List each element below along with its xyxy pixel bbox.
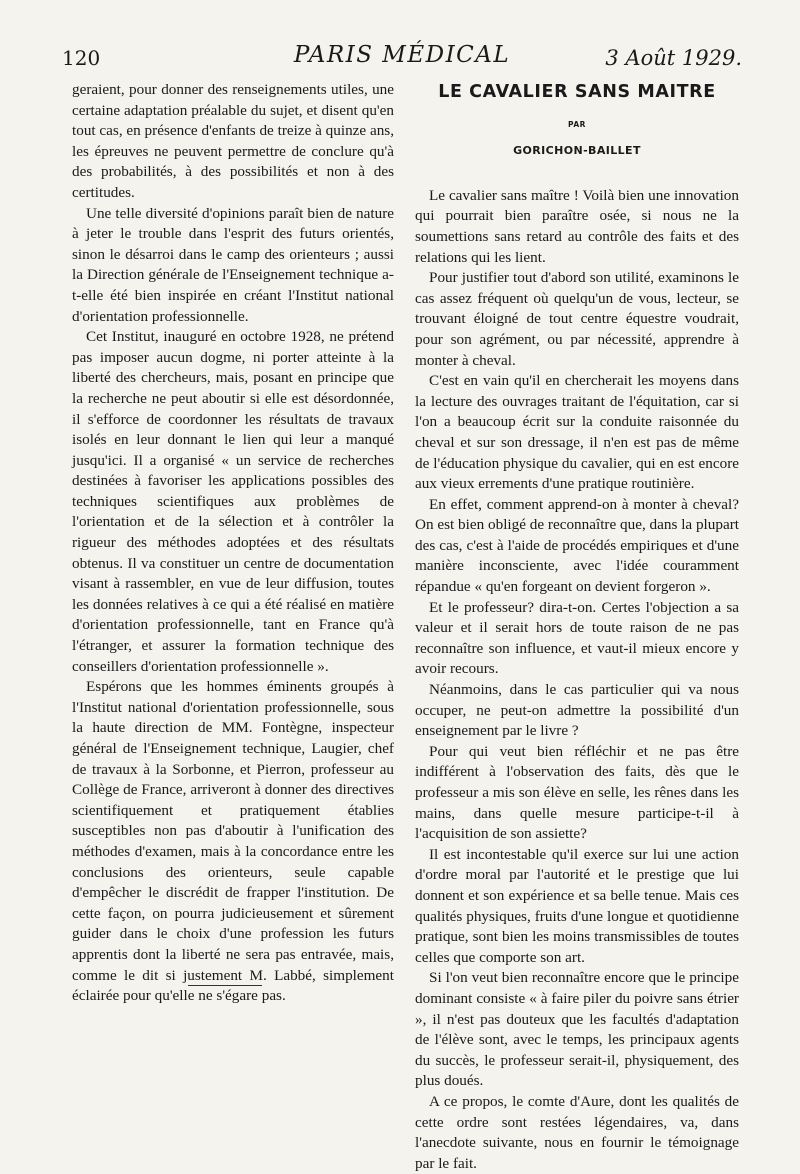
paragraph: Il est incontestable qu'il exerce sur lui une action d'ordre moral par l'autorité et le prestige que lui donnent et son expérience et sa belle tenue. Mais ces qualités physiques, fruits d'une longue et quotidienne pratique, sont bien les moins transmissibles de toutes celles que comporte son art. [415, 845, 739, 966]
page-number: 120 [62, 46, 101, 70]
section-end-rule [188, 985, 262, 986]
paragraph: Néanmoins, dans le cas particulier qui va nous occuper, ne peut-on admettre la possibilité d'un enseignement par le livre ? [415, 681, 739, 740]
paragraph: Pour qui veut bien réfléchir et ne pas être indifférent à l'observation des faits, dès que le professeur a mis son élève en selle, les rênes dans les mains, dans quelle mesure participe-t-il à l'acquisition de son assiette? [415, 742, 739, 843]
paragraph: Si l'on veut bien reconnaître encore que le principe dominant consiste « à faire piler du poivre sans étrier », il n'est pas douteux que les facultés d'adaptation de l'élève sont, avec le temps, les principaux agents du succès, le professeur serait-il, physiquement, des plus doués. [415, 969, 739, 1090]
running-header [62, 42, 742, 76]
paragraph: Une telle diversité d'opinions paraît bien de nature à jeter le trouble dans l'esprit des futurs orientés, sinon le désarroi dans le camp des orienteurs ; aussi la Direction générale de l'Enseignement technique a-t-elle été bien inspirée en créant l'Institut national d'orientation professionnelle. [72, 204, 394, 325]
paragraph: C'est en vain qu'il en chercherait les moyens dans la lecture des ouvrages traitant de l'équitation, car si l'on a beaucoup écrit sur la conduite raisonnée du cheval et sur son dressage, il n'en est pas de même de l'éducation physique du cavalier, qui en est encore aux vieux errements d'une pratique routinière. [415, 372, 739, 493]
article-title: LE CAVALIER SANS MAITRE [438, 82, 716, 102]
paragraph: Et le professeur? dira-t-on. Certes l'objection a sa valeur et il serait hors de toute raison de ne pas reconnaître son influence, et vaut-il mieux encore y avoir recours. [415, 598, 739, 678]
right-column [415, 82, 739, 1174]
left-column [72, 80, 394, 1007]
article-author: GORICHON-BAILLET [513, 144, 641, 158]
byline-par: PAR [568, 119, 586, 129]
paragraph: A ce propos, le comte d'Aure, dont les qualités de cette ordre sont restées légendaires, va, dans l'anecdote suivante, nous en fournir le témoignage par le fait. [415, 1092, 739, 1172]
issue-date: 3 Août 1929. [605, 46, 742, 70]
paragraph: Espérons que les hommes éminents groupés à l'Institut national d'orientation professionnelle, sous la haute direction de MM. Fontègne, inspecteur général de l'Enseignement technique, Laugier, chef de travaux à la Sorbonne, et Pierron, professeur au Collège de France, arriveront à donner des directives scientifiquement et pratiquement établies susceptibles non pas d'aboutir à l'unification des méthodes d'examen, mais à la concordance entre les conclusions des orienteurs, seule capable d'empêcher le discrédit de frapper l'institution. De cette façon, on pourra judicieusement et sûrement guider dans le choix d'une profession les futurs apprentis dont la liberté ne sera pas entravée, mais, comme le dit si justement M. Labbé, simplement éclairée pour qu'elle ne s'égare pas. [72, 678, 394, 1005]
paragraph: geraient, pour donner des renseignements utiles, une certaine adaptation préalable du sujet, et disent qu'en tout cas, en présence d'enfants de treize à quinze ans, les épreuves ne peuvent permettre de conclure qu'à des probabilités, à des possibilités et non à des certitudes. [72, 81, 394, 201]
paragraph: En effet, comment apprend-on à monter à cheval? On est bien obligé de reconnaître que, dans la plupart des cas, c'est à l'aide de procédés empiriques et d'une manière inconsciente, avec l'idée couramment répandue « qu'en forgeant on devient forgeron ». [415, 495, 739, 596]
paragraph: Le cavalier sans maître ! Voilà bien une innovation qui pourrait bien paraître osée, si nous ne la soumettions sans retard au contrôle des faits et des relations qui les lient. [415, 186, 739, 266]
paragraph: Cet Institut, inauguré en octobre 1928, ne prétend pas imposer aucun dogme, ni porter atteinte à la liberté des chercheurs, mais, posant en principe que la recherche ne peut aboutir si elle est désordonnée, il s'efforce de coordonner les résultats de travaux isolés en leur donnant le lien qui leur a manqué jusqu'ici. Il a organisé « un service de recherches destinées à favoriser les applications possibles des techniques scientifiques aux problèmes de l'orientation et de la sélection et à contrôler la rigueur des méthodes adoptées et des résultats obtenus. Il va constituer un centre de documentation visant à rassembler, en vue de leur diffusion, toutes les données relatives à ce qui a été réalisé en matière d'orientation professionnelle, tant en France qu'à l'étranger, et assurer la formation technique des conseillers d'orientation professionnelle ». [72, 328, 394, 675]
paragraph: Pour justifier tout d'abord son utilité, examinons le cas assez fréquent où quelqu'un de vous, lecteur, se trouvant éloigné de tout centre équestre voudrait, pour son agrément, ou par nécessité, apprendre à monter à cheval. [415, 269, 739, 369]
journal-title: PARIS MÉDICAL [293, 42, 511, 68]
